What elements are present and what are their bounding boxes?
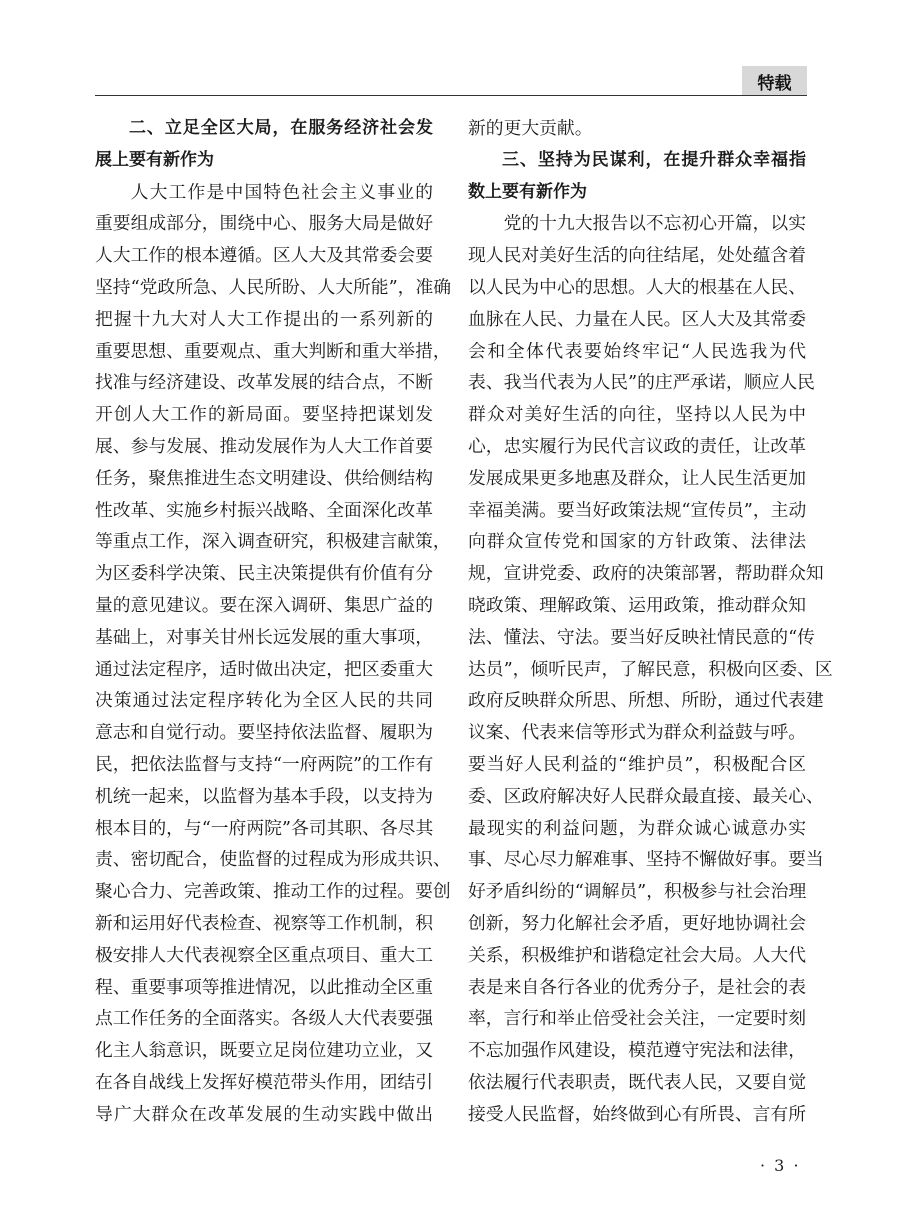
text-line: 责、密切配合，使监督的过程成为形成共识、 (95, 849, 451, 871)
text-line: 好矛盾纠纷的“调解员”，积极参与社会治理 (468, 881, 807, 903)
text-line: 任务，聚焦推进生态文明建设、供给侧结构 (95, 467, 433, 489)
right-column (468, 113, 833, 1131)
text-line: 程、重要事项等推进情况，以此推动全区重 (95, 976, 433, 998)
text-line: 新和运用好代表检查、视察等工作机制，积 (95, 912, 433, 934)
text-line: 为区委科学决策、民主决策提供有价值有分 (95, 563, 433, 585)
text-line: 机统一起来，以监督为基本手段，以支持为 (95, 785, 433, 807)
text-line: 根本目的，与“一府两院”各司其职、各尽其 (95, 817, 434, 839)
text-line: 把握十九大对人大工作提出的一系列新的 (95, 308, 433, 330)
header-rule (95, 95, 807, 96)
text-line: 基础上，对事关甘州长远发展的重大事项， (95, 626, 433, 648)
text-line: 晓政策、理解政策、运用政策，推动群众知 (468, 594, 806, 616)
heading-line: 数上要有新作为 (468, 181, 587, 202)
text-line: 新的更大贡献。 (468, 118, 593, 139)
heading-line: 展上要有新作为 (95, 149, 214, 170)
text-line: 依法履行代表职责，既代表人民，又要自觉 (468, 1071, 806, 1093)
text-line: 量的意见建议。要在深入调研、集思广益的 (95, 594, 433, 616)
text-line: 化主人翁意识，既要立足岗位建功立业，又 (95, 1040, 433, 1062)
text-line: 人大工作是中国特色社会主义事业的 (130, 181, 433, 203)
text-line: 血脉在人民、力量在人民。区人大及其常委 (468, 308, 806, 330)
text-line: 发展成果更多地惠及群众，让人民生活更加 (468, 467, 806, 489)
left-column (95, 113, 452, 1131)
heading-line: 三、坚持为民谋利，在提升群众幸福指 (502, 149, 806, 170)
text-line: 点工作任务的全面落实。各级人大代表要强 (95, 1008, 433, 1030)
text-line: 民，把依法监督与支持“一府两院”的工作有 (95, 753, 434, 775)
text-line: 开创人大工作的新局面。要坚持把谋划发 (95, 404, 433, 426)
text-line: 性改革、实施乡村振兴战略、全面深化改革 (95, 499, 433, 521)
body-paragraph (95, 177, 452, 1131)
text-line: 达员”，倾听民声，了解民意，积极向区委、区 (468, 658, 833, 680)
text-line: 不忘加强作风建设，模范遵守宪法和法律， (468, 1040, 806, 1062)
text-line: 委、区政府解决好人民群众最直接、最关心、 (468, 785, 824, 807)
text-line: 人大工作的根本遵循。区人大及其常委会要 (95, 245, 433, 267)
text-line: 等重点工作，深入调查研究，积极建言献策， (95, 531, 451, 553)
text-line: 找准与经济建设、改革发展的结合点，不断 (95, 372, 433, 394)
text-line: 接受人民监督，始终做到心有所畏、言有所 (468, 1103, 806, 1125)
section-heading-three (468, 145, 806, 209)
text-line: 决策通过法定程序转化为全区人民的共同 (95, 690, 433, 712)
text-line: 以人民为中心的思想。人大的根基在人民、 (468, 276, 806, 298)
text-line: 群众对美好生活的向往，坚持以人民为中 (468, 404, 806, 426)
text-line: 聚心合力、完善政策、推动工作的过程。要创 (95, 881, 451, 903)
text-line: 最现实的利益问题，为群众诚心诚意办实 (468, 817, 806, 839)
text-line: 现人民对美好生活的向往结尾，处处蕴含着 (468, 245, 806, 267)
text-line: 创新，努力化解社会矛盾，更好地协调社会 (468, 912, 806, 934)
continued-paragraph (468, 113, 806, 145)
text-line: 展、参与发展、推动发展作为人大工作首要 (95, 435, 433, 457)
text-line: 表是来自各行各业的优秀分子，是社会的表 (468, 976, 806, 998)
text-line: 极安排人大代表视察全区重点项目、重大工 (95, 944, 433, 966)
text-line: 要当好人民利益的“维护员”，积极配合区 (468, 753, 806, 775)
text-line: 议案、代表来信等形式为群众利益鼓与呼。 (468, 722, 806, 744)
body-paragraph (468, 208, 833, 1130)
section-tag: 特载 (742, 66, 807, 96)
text-line: 法、懂法、守法。要当好反映社情民意的“传 (468, 626, 815, 648)
text-line: 会和全体代表要始终牢记“人民选我为代 (468, 340, 806, 362)
text-line: 通过法定程序，适时做出决定，把区委重大 (95, 658, 433, 680)
heading-line: 二、立足全区大局，在服务经济社会发 (129, 118, 433, 138)
text-line: 坚持“党政所急、人民所盼、人大所能”，准确 (95, 276, 452, 298)
page-number: · 3 · (760, 1156, 801, 1175)
text-line: 意志和自觉行动。要坚持依法监督、履职为 (95, 722, 433, 744)
text-line: 重要思想、重要观点、重大判断和重大举措， (95, 340, 451, 362)
text-line: 关系，积极维护和谐稳定社会大局。人大代 (468, 944, 806, 966)
text-line: 幸福美满。要当好政策法规“宣传员”，主动 (468, 499, 807, 521)
text-line: 心，忠实履行为民代言议政的责任，让改革 (468, 435, 806, 457)
text-line: 规，宣讲党委、政府的决策部署，帮助群众知 (468, 563, 824, 585)
text-line: 在各自战线上发挥好模范带头作用，团结引 (95, 1071, 433, 1093)
text-line: 重要组成部分，围绕中心、服务大局是做好 (95, 213, 433, 235)
text-line: 政府反映群众所思、所想、所盼，通过代表建 (468, 690, 824, 712)
text-line: 党的十九大报告以不忘初心开篇，以实 (503, 213, 806, 235)
text-line: 导广大群众在改革发展的生动实践中做出 (95, 1103, 433, 1125)
text-line: 向群众宣传党和国家的方针政策、法律法 (468, 531, 806, 553)
text-line: 事、尽心尽力解难事、坚持不懈做好事。要当 (468, 849, 824, 871)
text-line: 率，言行和举止倍受社会关注，一定要时刻 (468, 1008, 806, 1030)
text-line: 表、我当代表为人民”的庄严承诺，顺应人民 (468, 372, 815, 394)
section-heading-two (95, 113, 433, 177)
